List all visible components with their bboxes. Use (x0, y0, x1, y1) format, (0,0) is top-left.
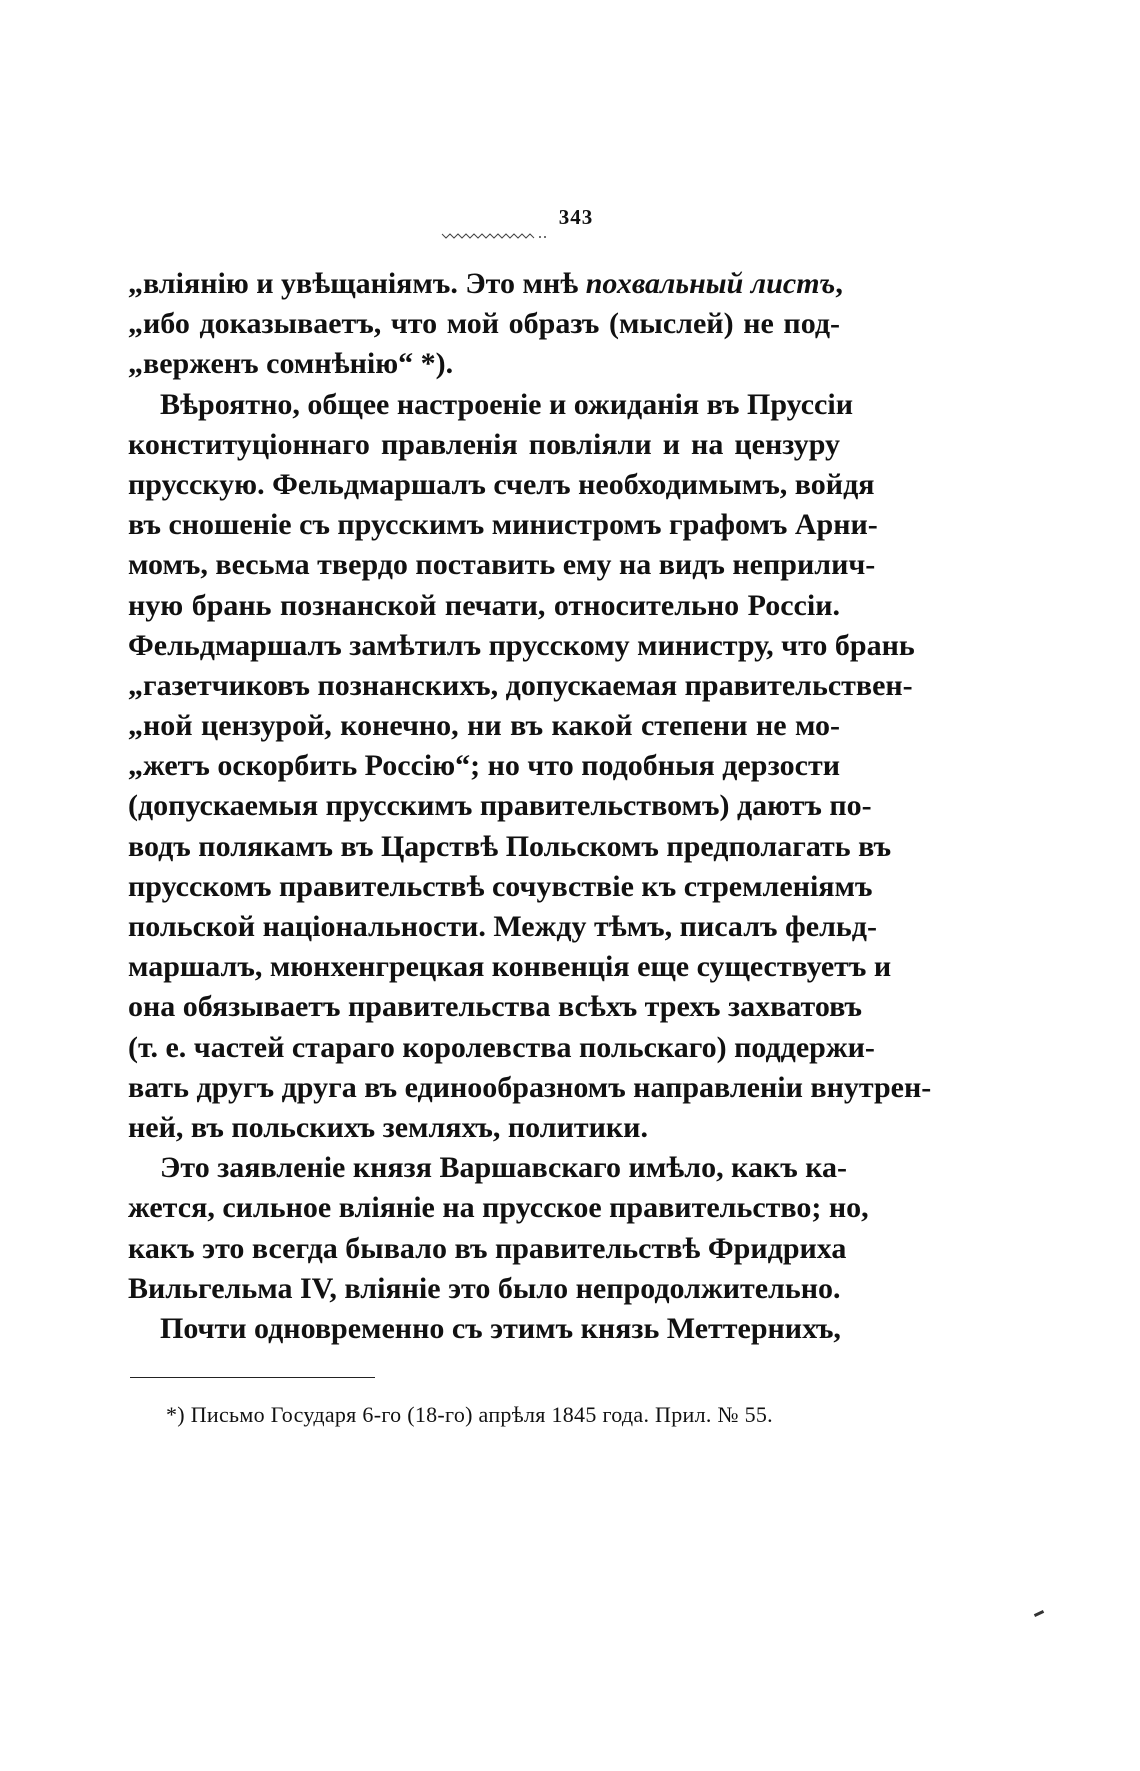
text-line: Вѣроятно, общее настроеніе и ожиданія въ Пруссіи (160, 387, 853, 421)
text-line: „жетъ оскорбить Россію“; но что подобныя дерзости (128, 749, 840, 783)
text-line: прусскомъ правительствѣ сочувствіе къ стремленіямъ (128, 869, 873, 903)
text-line: маршалъ, мюнхенгрецкая конвенція еще существуетъ и (128, 950, 892, 984)
scan-mark (1034, 1610, 1044, 1617)
text-line: какъ это всегда бывало въ правительствѣ Фридриха (128, 1231, 847, 1265)
page-number: 343 (558, 205, 594, 229)
text-line: Почти одновременно съ этимъ князь Меттернихъ, (160, 1311, 841, 1345)
text-line: она обязываетъ правительства всѣхъ трехъ захватовъ (128, 990, 863, 1024)
text-line: Фельдмаршалъ замѣтилъ прусскому министру, что брань (128, 628, 915, 662)
text-line: „верженъ сомнѣнію“ *). (128, 347, 454, 381)
paragraph-3 (128, 1148, 869, 1309)
footnote: *) Письмо Государя 6-го (18-го) апрѣля 1845 года. Прил. № 55. (166, 1402, 773, 1427)
text-line: ней, въ польскихъ земляхъ, политики. (128, 1110, 648, 1144)
page-number-ornament (440, 232, 550, 240)
text-segment: „вліянію и увѣщаніямъ. Это мнѣ (128, 267, 586, 300)
text-line: момъ, весьма твердо поставить ему на видъ неприлич- (128, 548, 876, 582)
text-segment: , (835, 267, 843, 300)
paragraph-1 (128, 264, 843, 385)
text-line: конституціоннаго правленія повліяли и на цензуру (128, 427, 840, 461)
text-line: Это заявленіе князя Варшавскаго имѣло, какъ ка- (160, 1151, 848, 1185)
text-line: (допускаемыя прусскимъ правительствомъ) даютъ по- (128, 789, 872, 823)
text-line: „газетчиковъ познанскихъ, допускаемая правительствен- (128, 668, 913, 702)
text-line: вать другъ друга въ единообразномъ направленіи внутрен- (128, 1070, 932, 1104)
text-line: въ сношеніе съ прусскимъ министромъ графомъ Арни- (128, 508, 878, 542)
text-line: (т. е. частей стараго королевства польскаго) поддержи- (128, 1030, 875, 1064)
text-line: прусскую. Фельдмаршалъ счелъ необходимымъ, войдя (128, 467, 875, 501)
text-line: водъ полякамъ въ Царствѣ Польскомъ предполагать въ (128, 829, 892, 863)
italic-phrase: похвальный листъ (585, 267, 836, 300)
text-line: ную брань познанской печати, относительно Россіи. (128, 588, 840, 622)
text-line: Вильгельма IV, вліяніе это было непродолжительно. (128, 1271, 841, 1305)
text-line: жется, сильное вліяніе на прусское правительство; но, (128, 1191, 869, 1225)
paragraph-4 (128, 1309, 840, 1349)
text-line: польской національности. Между тѣмъ, писалъ фельд- (128, 910, 877, 943)
paragraph-2 (128, 385, 932, 1149)
footnote-divider (130, 1377, 375, 1378)
body-text (128, 264, 932, 1349)
text-line: „ибо доказываетъ, что мой образъ (мыслей) не под- (128, 307, 840, 341)
text-line: „ной цензурой, конечно, ни въ какой степени не мо- (128, 709, 840, 743)
text-line (128, 264, 843, 304)
